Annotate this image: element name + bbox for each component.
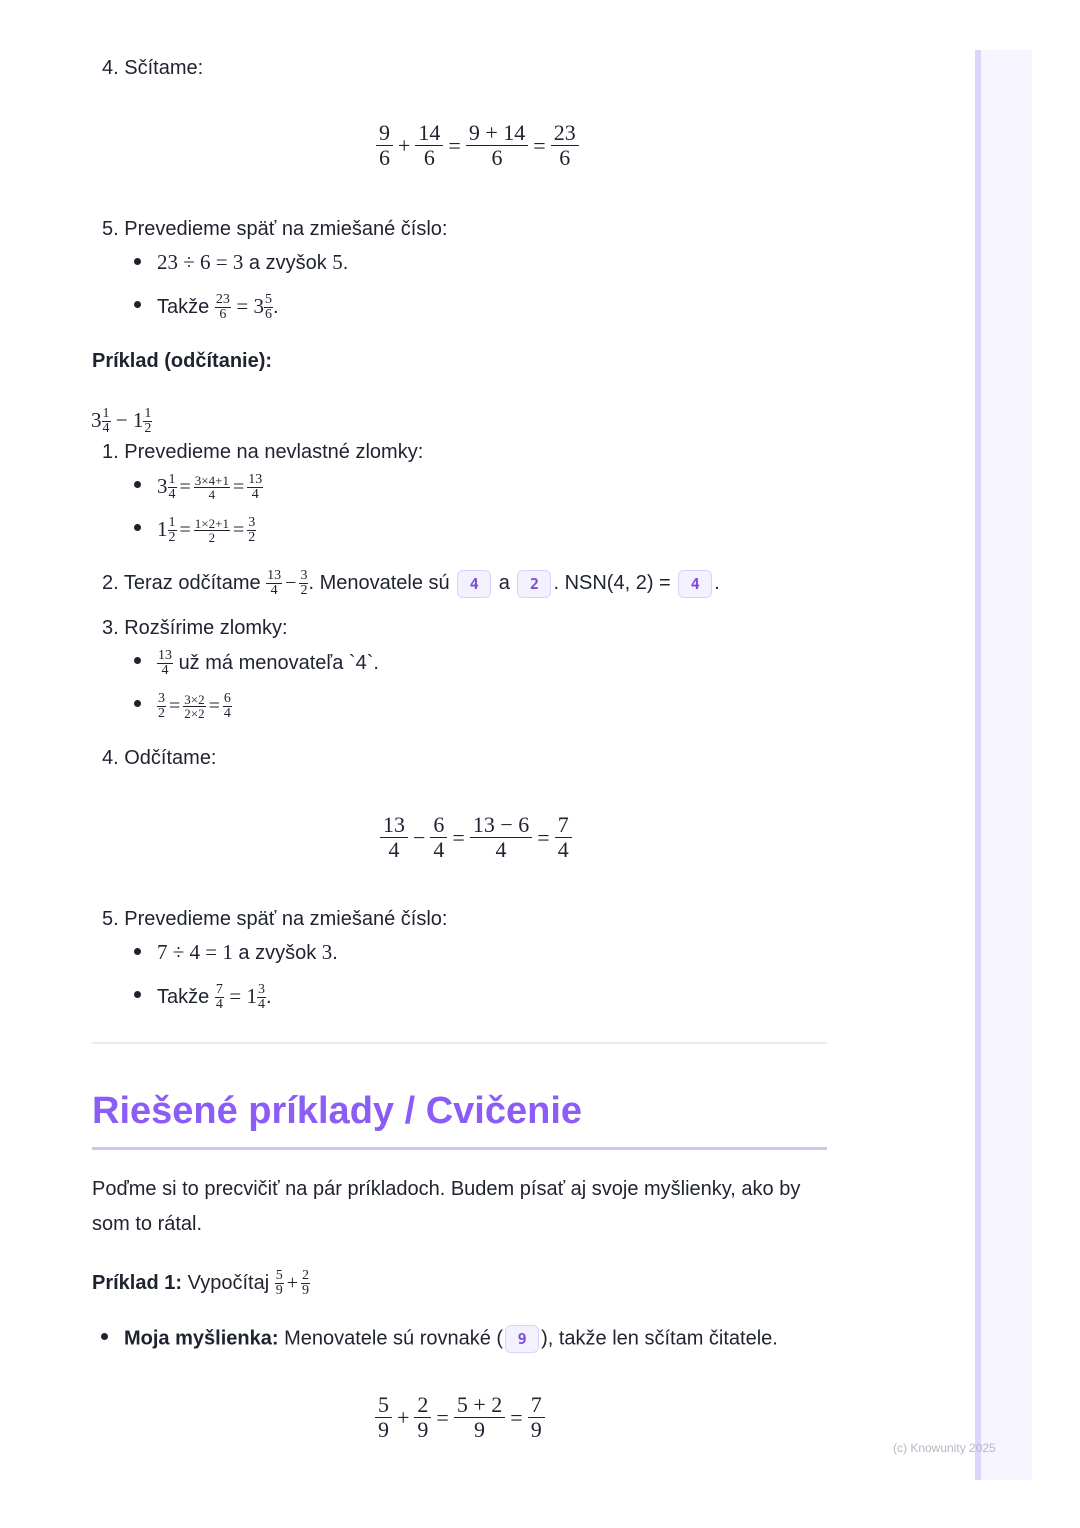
code-badge: 2 bbox=[517, 570, 551, 598]
code-badge: 4 bbox=[678, 570, 712, 598]
example-1: Príklad 1: Vypočítaj $\frac{5}{9}$ + $\frac{2}{9}$ bbox=[92, 1268, 309, 1298]
display-equation-sum: 9 6 + $\frac{14}{6}$ = $\frac{9 + 14}{6}$ = $\frac{23}{6}$ bbox=[376, 121, 579, 170]
side-accent-bar bbox=[975, 50, 981, 1480]
heading-underline bbox=[92, 1147, 827, 1150]
display-equation-difference: 13 4 − $\frac{6}{4}$ = $\frac{13 - 6}{4}$ = $\frac{7}{4}$ bbox=[380, 813, 572, 862]
bullet bbox=[134, 948, 141, 955]
intro-line-1: Poďme si to precvičiť na pár príkladoch. Budem písať aj svoje myšlienky, ako by bbox=[92, 1178, 801, 1200]
improper-fraction-2: 1 $\frac{1}{2}$ = $\frac{1\times 2+1}{2}$ = $\frac{3}{2}$ bbox=[157, 515, 256, 545]
side-panel bbox=[975, 50, 1032, 1480]
section-divider bbox=[92, 1042, 827, 1044]
intro-line-2: som to rátal. bbox=[92, 1213, 203, 1235]
step-2-subtract: 2. Teraz odčítame $\frac{13}{4}$ − $\frac{3}{2}$ . Menovatele sú 4 a 2 . NSN(4, 2) = 4 . bbox=[102, 568, 720, 598]
bullet bbox=[134, 301, 141, 308]
code-badge: 9 bbox=[505, 1325, 539, 1353]
bullet bbox=[134, 657, 141, 664]
result-mixed-line: Takže $\frac{7}{4}$ = 1 $\frac{3}{4}$ . bbox=[157, 982, 272, 1012]
step-5-convert: 5. Prevedieme späť na zmiešané číslo: bbox=[102, 908, 448, 930]
footer-copyright: (c) Knowunity 2025 bbox=[893, 1441, 996, 1455]
section-heading: Riešené príklady / Cvičenie bbox=[92, 1090, 583, 1132]
bullet bbox=[134, 481, 141, 488]
division-remainder-line: 23 ÷ 6 = 3 a zvyšok 5. bbox=[157, 250, 349, 274]
subtraction-title: Príklad (odčítanie): bbox=[92, 350, 273, 372]
subtraction-expression: 3 $\frac{1}{4}$ − 1 $\frac{1}{2}$ bbox=[91, 406, 152, 436]
bullet bbox=[134, 991, 141, 998]
expand-line-2: $\frac{3}{2}$ = $\frac{3\times 2}{2\times 2}$ = $\frac{6}{4}$ bbox=[158, 691, 231, 721]
step-1-improper: 1. Prevedieme na nevlastné zlomky: bbox=[102, 441, 424, 463]
thought-line: Moja myšlienka: Menovatele sú rovnaké ( 9 ), takže len sčítam čitatele. bbox=[124, 1325, 778, 1353]
result-mixed-line: Takže $\frac{23}{6}$ = 3 $\frac{5}{6}$ . bbox=[157, 292, 279, 322]
bullet bbox=[134, 524, 141, 531]
division-remainder-line: 7 ÷ 4 = 1 a zvyšok 3. bbox=[157, 940, 338, 964]
step-3-expand: 3. Rozšírime zlomky: bbox=[102, 617, 288, 639]
bullet bbox=[101, 1333, 108, 1340]
step-4-sum: 4. Sčítame: bbox=[102, 57, 204, 79]
code-badge: 4 bbox=[457, 570, 491, 598]
step-5-convert: 5. Prevedieme späť na zmiešané číslo: bbox=[102, 218, 448, 240]
step-4-subtract: 4. Odčítame: bbox=[102, 747, 217, 769]
display-equation-example-1: 5 9 + $\frac{2}{9}$ = $\frac{5 + 2}{9}$ = $\frac{7}{9}$ bbox=[375, 1393, 545, 1442]
improper-fraction-1: 3 $\frac{1}{4}$ = $\frac{3\times 4+1}{4}$ = $\frac{13}{4}$ bbox=[157, 472, 263, 502]
bullet bbox=[134, 700, 141, 707]
expand-line-1: $\frac{13}{4}$ už má menovateľa `4`. bbox=[158, 648, 379, 678]
bullet bbox=[134, 258, 141, 265]
